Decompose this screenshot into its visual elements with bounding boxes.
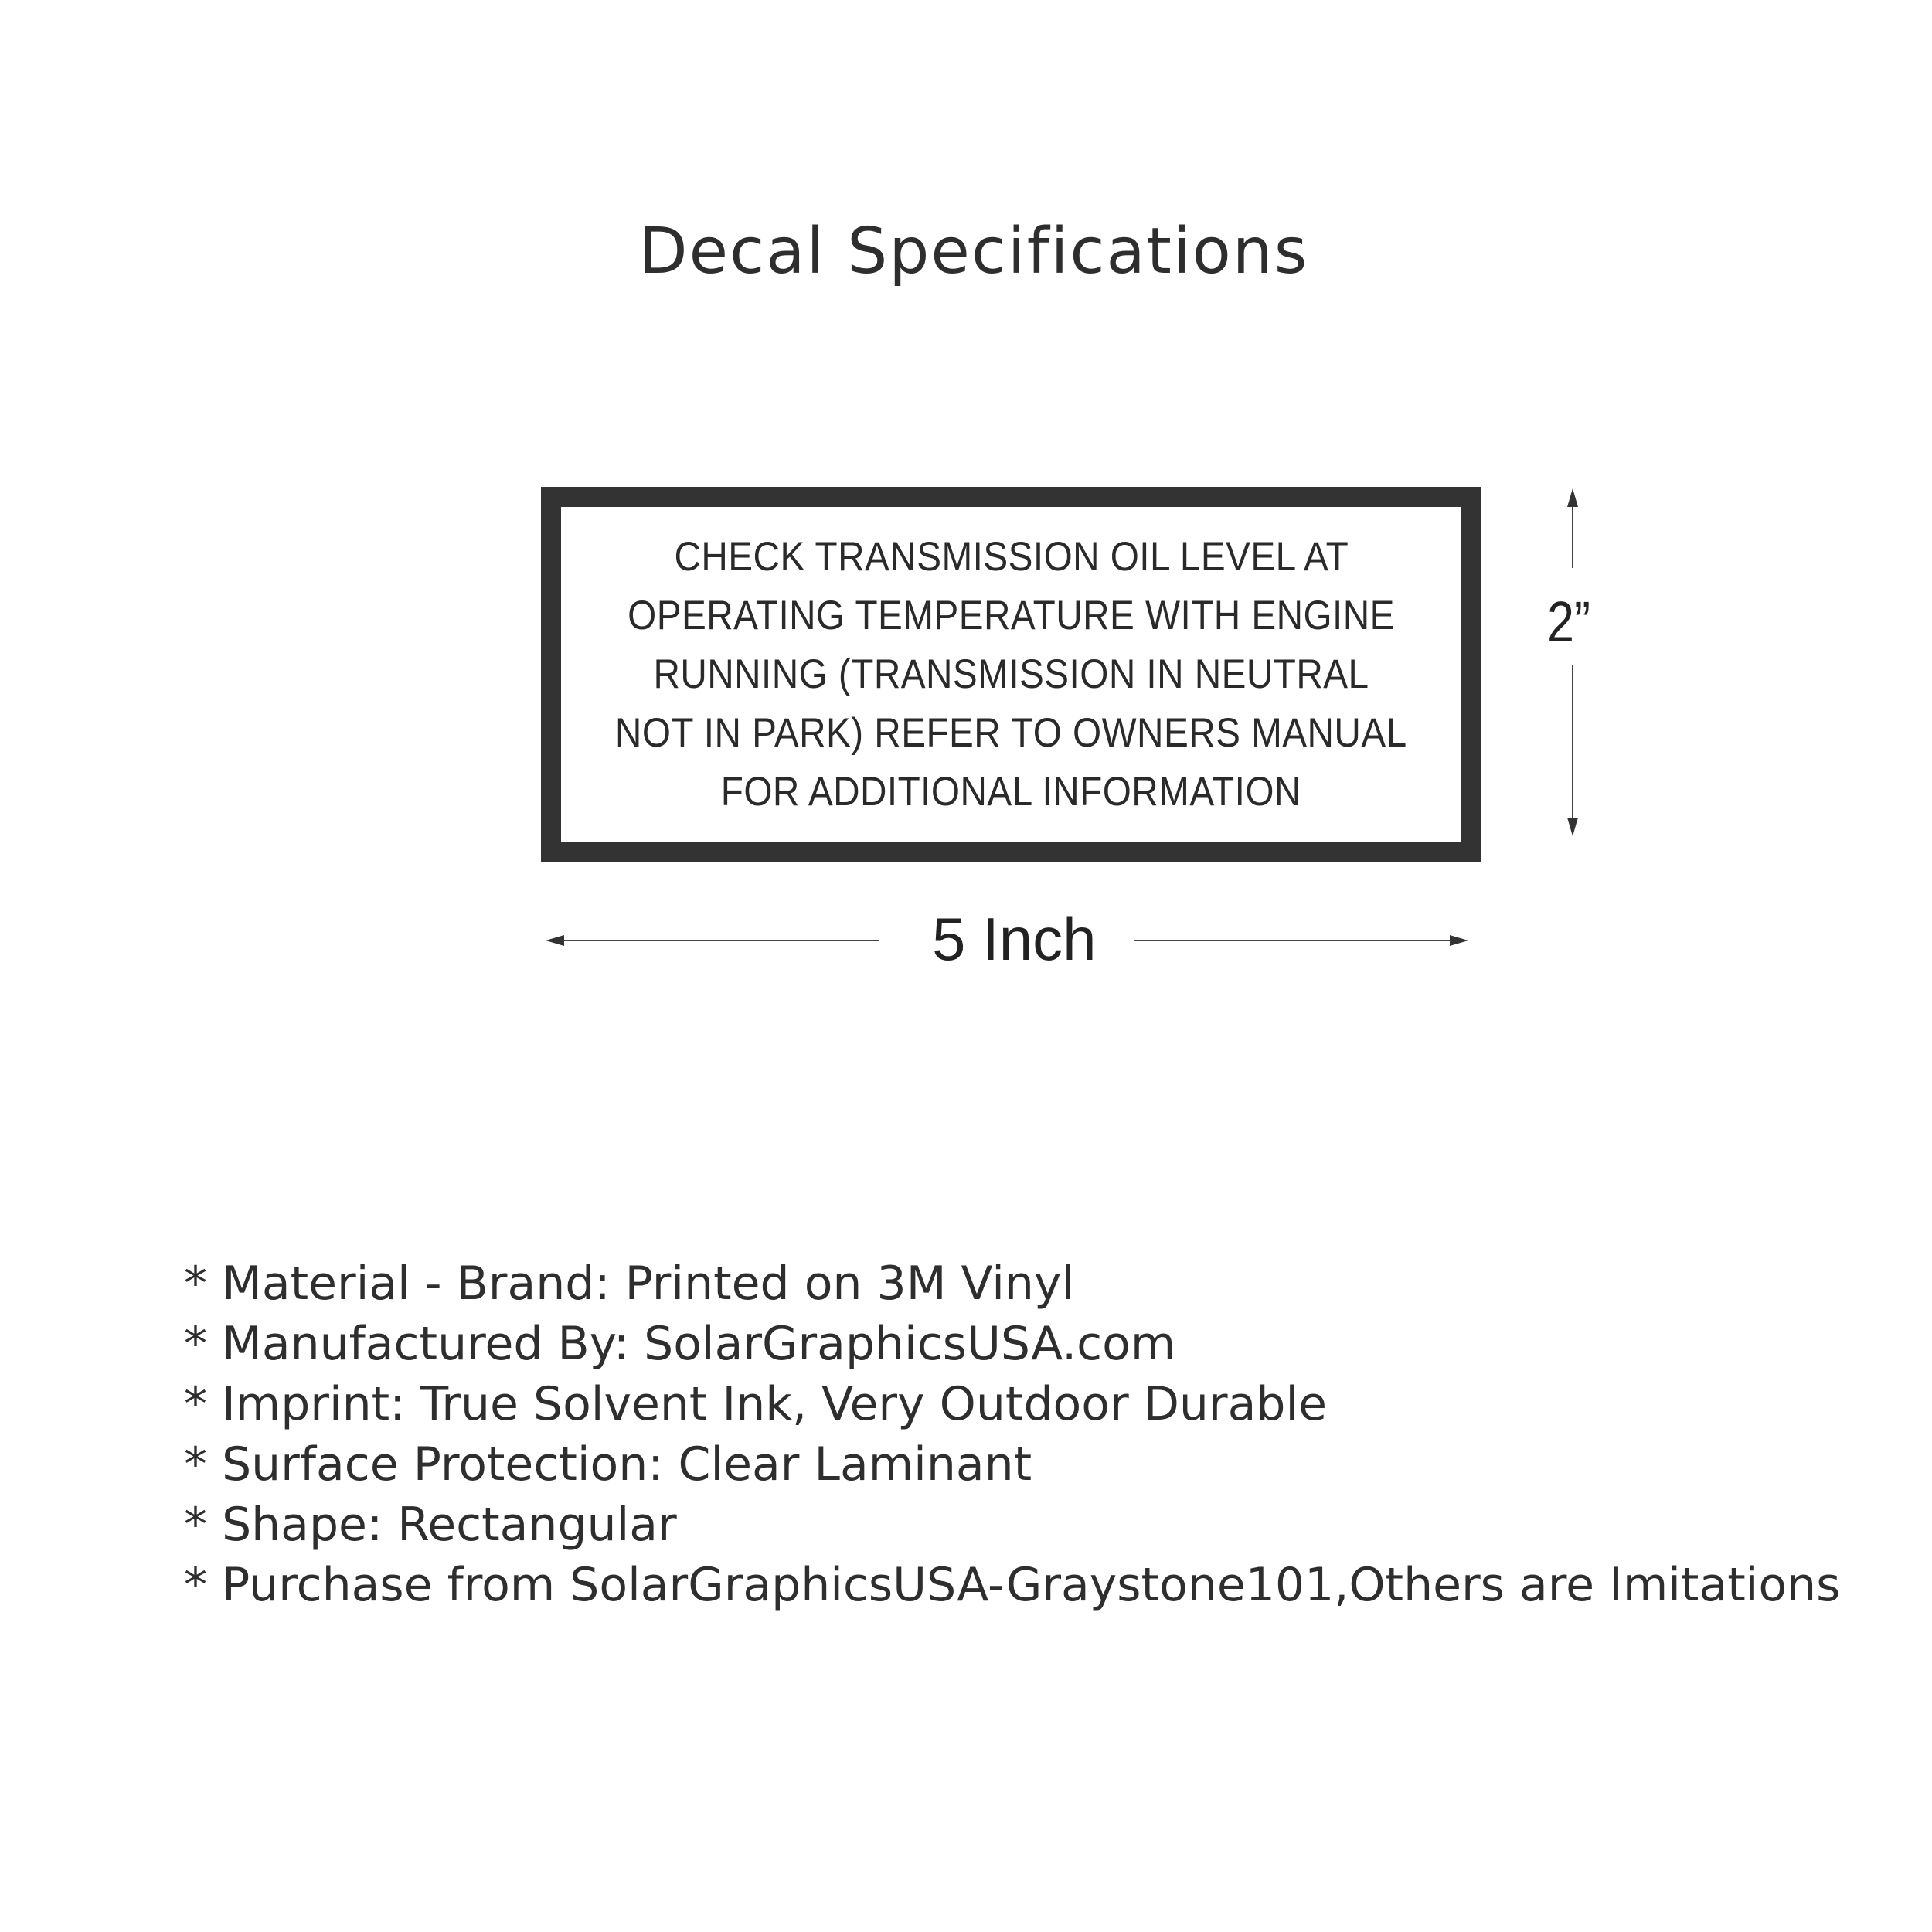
page-title: Decal Specifications [638, 215, 1309, 288]
height-arrow [1567, 488, 1578, 836]
decal-text-line: CHECK TRANSMISSION OIL LEVEL AT [674, 534, 1349, 580]
spec-list [184, 1253, 1840, 1615]
spec-item-surface-protection: * Surface Protection: Clear Laminant [184, 1437, 1032, 1492]
spec-item-imprint: * Imprint: True Solvent Ink, Very Outdoor Durable [184, 1377, 1328, 1431]
height-dimension-label: 2” [1547, 590, 1590, 654]
decal-text-line: RUNNING (TRANSMISSION IN NEUTRAL [653, 651, 1369, 697]
spec-item-material: * Material - Brand: Printed on 3M Vinyl [184, 1257, 1075, 1311]
decal-text-line: FOR ADDITIONAL INFORMATION [720, 769, 1302, 815]
decal-text-line: NOT IN PARK) REFER TO OWNERS MANUAL [615, 710, 1407, 756]
spec-item-shape: * Shape: Rectangular [184, 1498, 677, 1552]
spec-item-manufacturer: * Manufactured By: SolarGraphicsUSA.com [184, 1317, 1176, 1371]
width-dimension-label: 5 Inch [932, 905, 1097, 973]
decal-text-line: OPERATING TEMPERATURE WITH ENGINE [628, 593, 1395, 638]
spec-item-purchase: * Purchase from SolarGraphicsUSA-Graystone101,Others are Imitations [184, 1558, 1841, 1612]
decal-preview [541, 487, 1481, 862]
